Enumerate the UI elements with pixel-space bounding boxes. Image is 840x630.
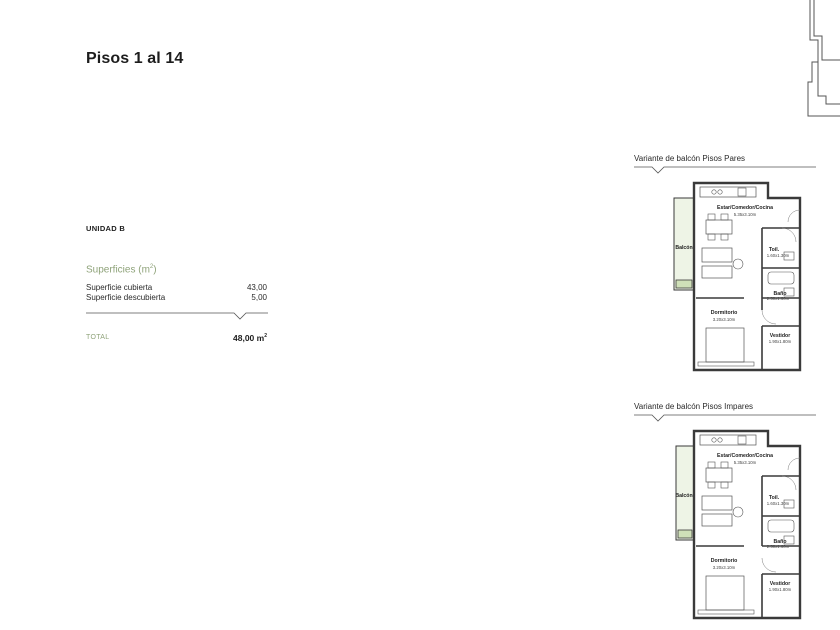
page-title: Pisos 1 al 14 [86,50,184,67]
variant-divider-pares [634,164,816,176]
room-label-bano: Baño [773,539,787,545]
room-label-toil: Toil. [768,495,780,501]
room-label-vestidor: Vestidor [769,333,791,339]
room-label-bano: Baño [773,291,787,297]
total-value [200,333,267,343]
surface-row [86,283,267,292]
room-label-vestidor: Vestidor [769,581,791,587]
surface-row [86,293,267,302]
floor-plan-impares [672,428,804,620]
room-dim-bano: 2.50x1.60m [766,296,790,301]
room-dim-toil: 1.60x1.30m [766,253,790,258]
room-dim-vestidor: 1.90x1.80m [768,339,792,344]
room-label-living: Estar/Comedor/Cocina [717,453,773,459]
balcony-planter [676,280,692,288]
floor-plan-pares [672,180,804,372]
surface-row-value: 43,00 [246,283,267,292]
room-label-living: Estar/Comedor/Cocina [717,205,773,211]
room-label-dormitorio: Dormitorio [710,558,738,564]
total-value-text: 48,00 m [233,333,265,343]
room-label-balcon: Balcón [675,245,693,251]
room-dim-toil: 1.60x1.30m [766,501,790,506]
balcony-planter [678,530,692,538]
surfaces-heading-sup: 2 [149,264,154,270]
balcony-area [674,198,694,290]
unit-name: UNIDAD B [86,224,126,233]
room-dim-dormitorio: 3.20x3.10m [712,565,736,570]
key-plan-fragment [800,0,840,120]
total-label: TOTAL [86,334,110,341]
variant-label-impares: Variante de balcón Pisos Impares [634,402,754,411]
room-label-dormitorio: Dormitorio [710,310,738,316]
room-label-balcon: Balcón [675,493,693,499]
surfaces-heading-close: ) [153,264,157,276]
surface-row-label: Superficie cubierta [86,283,153,292]
surfaces-heading-text: Superficies (m [86,264,150,276]
variant-label-pares: Variante de balcón Pisos Pares [634,154,746,163]
room-dim-dormitorio: 3.20x3.10m [712,317,736,322]
surface-row-label: Superficie descubierta [86,293,166,302]
variant-divider-impares [634,412,816,424]
surface-row-value: 5,00 [251,293,267,302]
room-dim-vestidor: 1.90x1.80m [768,587,792,592]
room-dim-bano: 2.50x1.60m [766,544,790,549]
room-dim-living: 5.35x3.10m [733,460,757,465]
total-value-sup: 2 [264,333,267,340]
surfaces-divider [86,308,268,322]
surfaces-heading [86,264,157,275]
room-dim-living: 5.35x3.10m [733,212,757,217]
room-label-toil: Toil. [768,247,780,253]
